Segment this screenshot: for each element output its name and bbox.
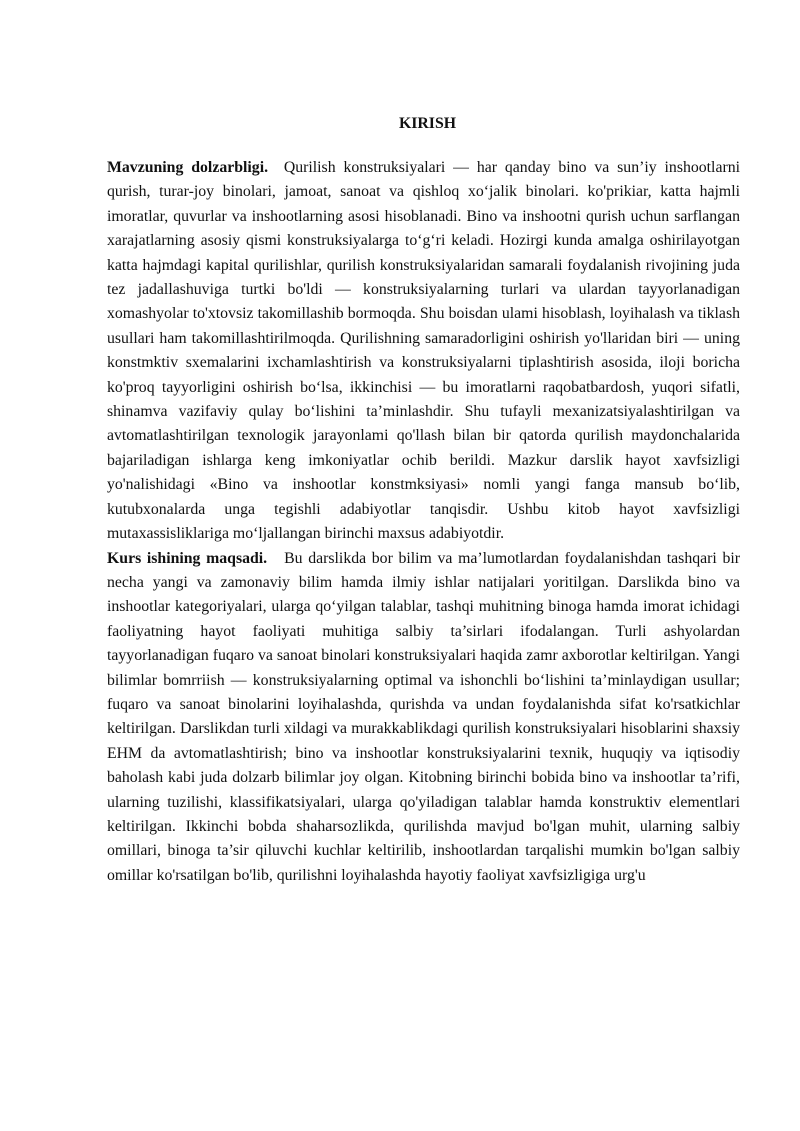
paragraph-goal <box>107 547 740 889</box>
paragraph-lead: Mavzuning dolzarbligi. <box>107 159 269 176</box>
document-page <box>107 0 740 888</box>
paragraph-text: Qurilish konstruksiyalari — har qanday bino va sun’iy inshootlarni qurish, turar-joy binolari, jamoat, sanoat va qishloq xo‘jalik binolari. ko'prikiar, katta hajmli imoratlar, quvurlar va inshootlarning asosi hisoblanadi. Bino va inshootni qurish uchun sarflangan xarajatlarning asosiy qismi konstruksiyalarga to‘g‘ri keladi. Hozirgi kunda amalga oshirilayotgan katta hajmdagi kapital qurilishlar, qurilish konstruksiyalaridan samarali foydalanish rivojining juda tez jadallashuviga turtki bo'ldi — konstruksiyalarning turlari va ulardan tayyorlanadigan xomashyolar to'xtovsiz takomillashib bormoqda. Shu boisdan ulami hisoblash, loyihalash va tiklash usullari ham takomillashtirilmoqda. Qurilishning samaradorligini oshirish yo'llaridan biri — uning konstmktiv sxemalarini ixchamlashtirish va konstruksiyalarni tiplashtirish asosida, iloji boricha ko'proq tayyorligini oshirish bo‘lsa, ikkinchisi — bu imoratlarni raqobatbardosh, yuqori sifatli, shinamva vazifaviy qulay bo‘lishini ta’minlashdir. Shu tufayli mexanizatsiyalashtirilgan va avtomatlashtirilgan texnologik jarayonlami qo'llash bilan bir qatorda qurilish maydonchalarida bajariladigan ishlarga keng imkoniyatlar ochib berildi. Mazkur darslik hayot xavfsizligi yo'nalishidagi «Bino va inshootlar konstmksiyasi» nomli yangi fanga mansub bo‘lib, kutubxonalarda unga tegishli adabiyotlar tanqisdir. Ushbu kitob hayot xavfsizligi mutaxassisliklariga mo‘ljallangan birinchi maxsus adabiyotdir. <box>107 159 741 543</box>
paragraph-relevance <box>107 156 740 547</box>
paragraph-text: Bu darslikda bor bilim va ma’lumotlardan foydalanishdan tashqari bir necha yangi va zamonaviy bilim hamda ilmiy ishlar natijalari yoritilgan. Darslikda bino va inshootlar kategoriyalari, ularga qo‘yilgan talablar, tashqi muhitning binoga hamda imorat ichidagi faoliyatning hayot faoliyati muhitiga salbiy ta’sirlari ifodalangan. Turli ashyolardan tayyorlanadigan fuqaro va sanoat binolari konstruksiyalari haqida zamr axborotlar keltirilgan. Yangi bilimlar bomrriish — konstruksiyalarning optimal va ishonchli bo‘lishini ta’minlaydigan usullar; fuqaro va sanoat binolarini loyihalashda, qurishda va undan foydalanishda sifat ko'rsatkichlar keltirilgan. Darslikdan turli xildagi va murakkablikdagi qurilish konstruksiyalari hisoblarini shaxsiy EHM da avtomatlashtirish; bino va inshootlar konstruksiyalarini texnik, huquqiy va iqtisodiy baholash kabi juda dolzarb bilimlar joy olgan. Kitobning birinchi bobida bino va inshootlar ta’rifi, ularning tuzilishi, klassifikatsiyalari, ularga qo'yiladigan talablar hamda konstruktiv elementlari keltirilgan. Ikkinchi bobda shaharsozlikda, qurilishda mavjud bo'lgan muhit, ularning salbiy omillari, binoga ta’sir qiluvchi kuchlar keltirilib, inshootlardan tarqalishi mumkin bo'lgan salbiy omillar ko'rsatilgan bo'lib, qurilishni loyihalashda hayotiy faoliyat xavfsizligiga urg'u <box>107 549 740 884</box>
paragraph-lead: Kurs ishining maqsadi. <box>107 549 268 567</box>
page-title: KIRISH <box>398 115 457 132</box>
